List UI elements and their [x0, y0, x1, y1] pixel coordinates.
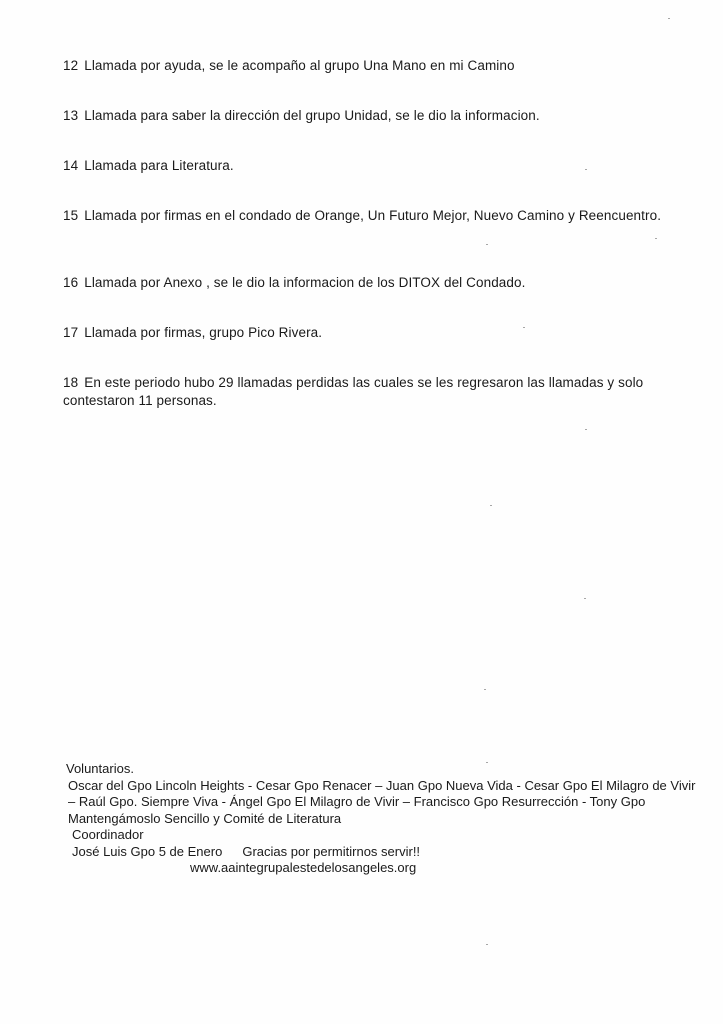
thanks-text: Gracias por permitirnos servir!!	[242, 843, 421, 859]
item-number: 14	[63, 158, 79, 173]
volunteers-list: Oscar del Gpo Lincoln Heights - Cesar Gpo Renacer – Juan Gpo Nueva Vida - Cesar Gpo El Milagro de Vivir – Raúl Gpo. Siempre Viva - Ángel Gpo El Milagro de Vivir – Francisco Gpo Resurrección - Tony Gpo Mantengámoslo Sencillo y Comité de Literatura	[68, 777, 696, 826]
scan-speck	[584, 598, 586, 599]
item-text: Llamada para Literatura.	[84, 158, 234, 173]
item-text: Llamada por Anexo , se le dio la informacion de los DITOX del Condado.	[84, 275, 526, 290]
item-number: 15	[63, 208, 79, 223]
list-item	[63, 207, 663, 225]
scan-speck	[486, 244, 488, 245]
scan-speck	[585, 169, 587, 170]
scan-speck	[486, 762, 488, 763]
item-text: En este periodo hubo 29 llamadas perdidas las cuales se les regresaron las llamadas y solo contestaron 11 personas.	[63, 375, 644, 408]
volunteers-footer	[66, 761, 696, 877]
scan-speck	[668, 18, 670, 19]
item-number: 17	[63, 325, 79, 340]
coordinator-line	[66, 844, 696, 861]
coordinator-label: Coordinador	[72, 827, 144, 842]
item-text: Llamada por ayuda, se le acompaño al grupo Una Mano en mi Camino	[84, 58, 515, 73]
list-item	[63, 57, 663, 75]
list-item	[63, 374, 663, 410]
scan-speck	[655, 238, 657, 239]
item-number: 18	[63, 375, 79, 390]
scan-speck	[486, 944, 488, 945]
scan-speck	[523, 327, 525, 328]
scan-speck	[585, 429, 587, 430]
item-text: Llamada por firmas, grupo Pico Rivera.	[84, 325, 323, 340]
item-number: 12	[63, 58, 79, 73]
list-item	[63, 324, 663, 342]
scan-speck	[484, 689, 486, 690]
item-text: Llamada para saber la dirección del grupo Unidad, se le dio la informacion.	[84, 108, 540, 123]
list-item	[63, 107, 663, 125]
website-link[interactable]: www.aaintegrupalestedelosangeles.org	[190, 860, 417, 875]
scan-speck	[490, 505, 492, 506]
item-text: Llamada por firmas en el condado de Orange, Un Futuro Mejor, Nuevo Camino y Reencuentro.	[84, 208, 662, 223]
item-number: 16	[63, 275, 79, 290]
item-number: 13	[63, 108, 79, 123]
list-item	[63, 157, 663, 175]
volunteers-heading: Voluntarios.	[66, 761, 134, 776]
list-item	[63, 274, 663, 292]
coordinator-name: José Luis Gpo 5 de Enero	[72, 843, 223, 859]
